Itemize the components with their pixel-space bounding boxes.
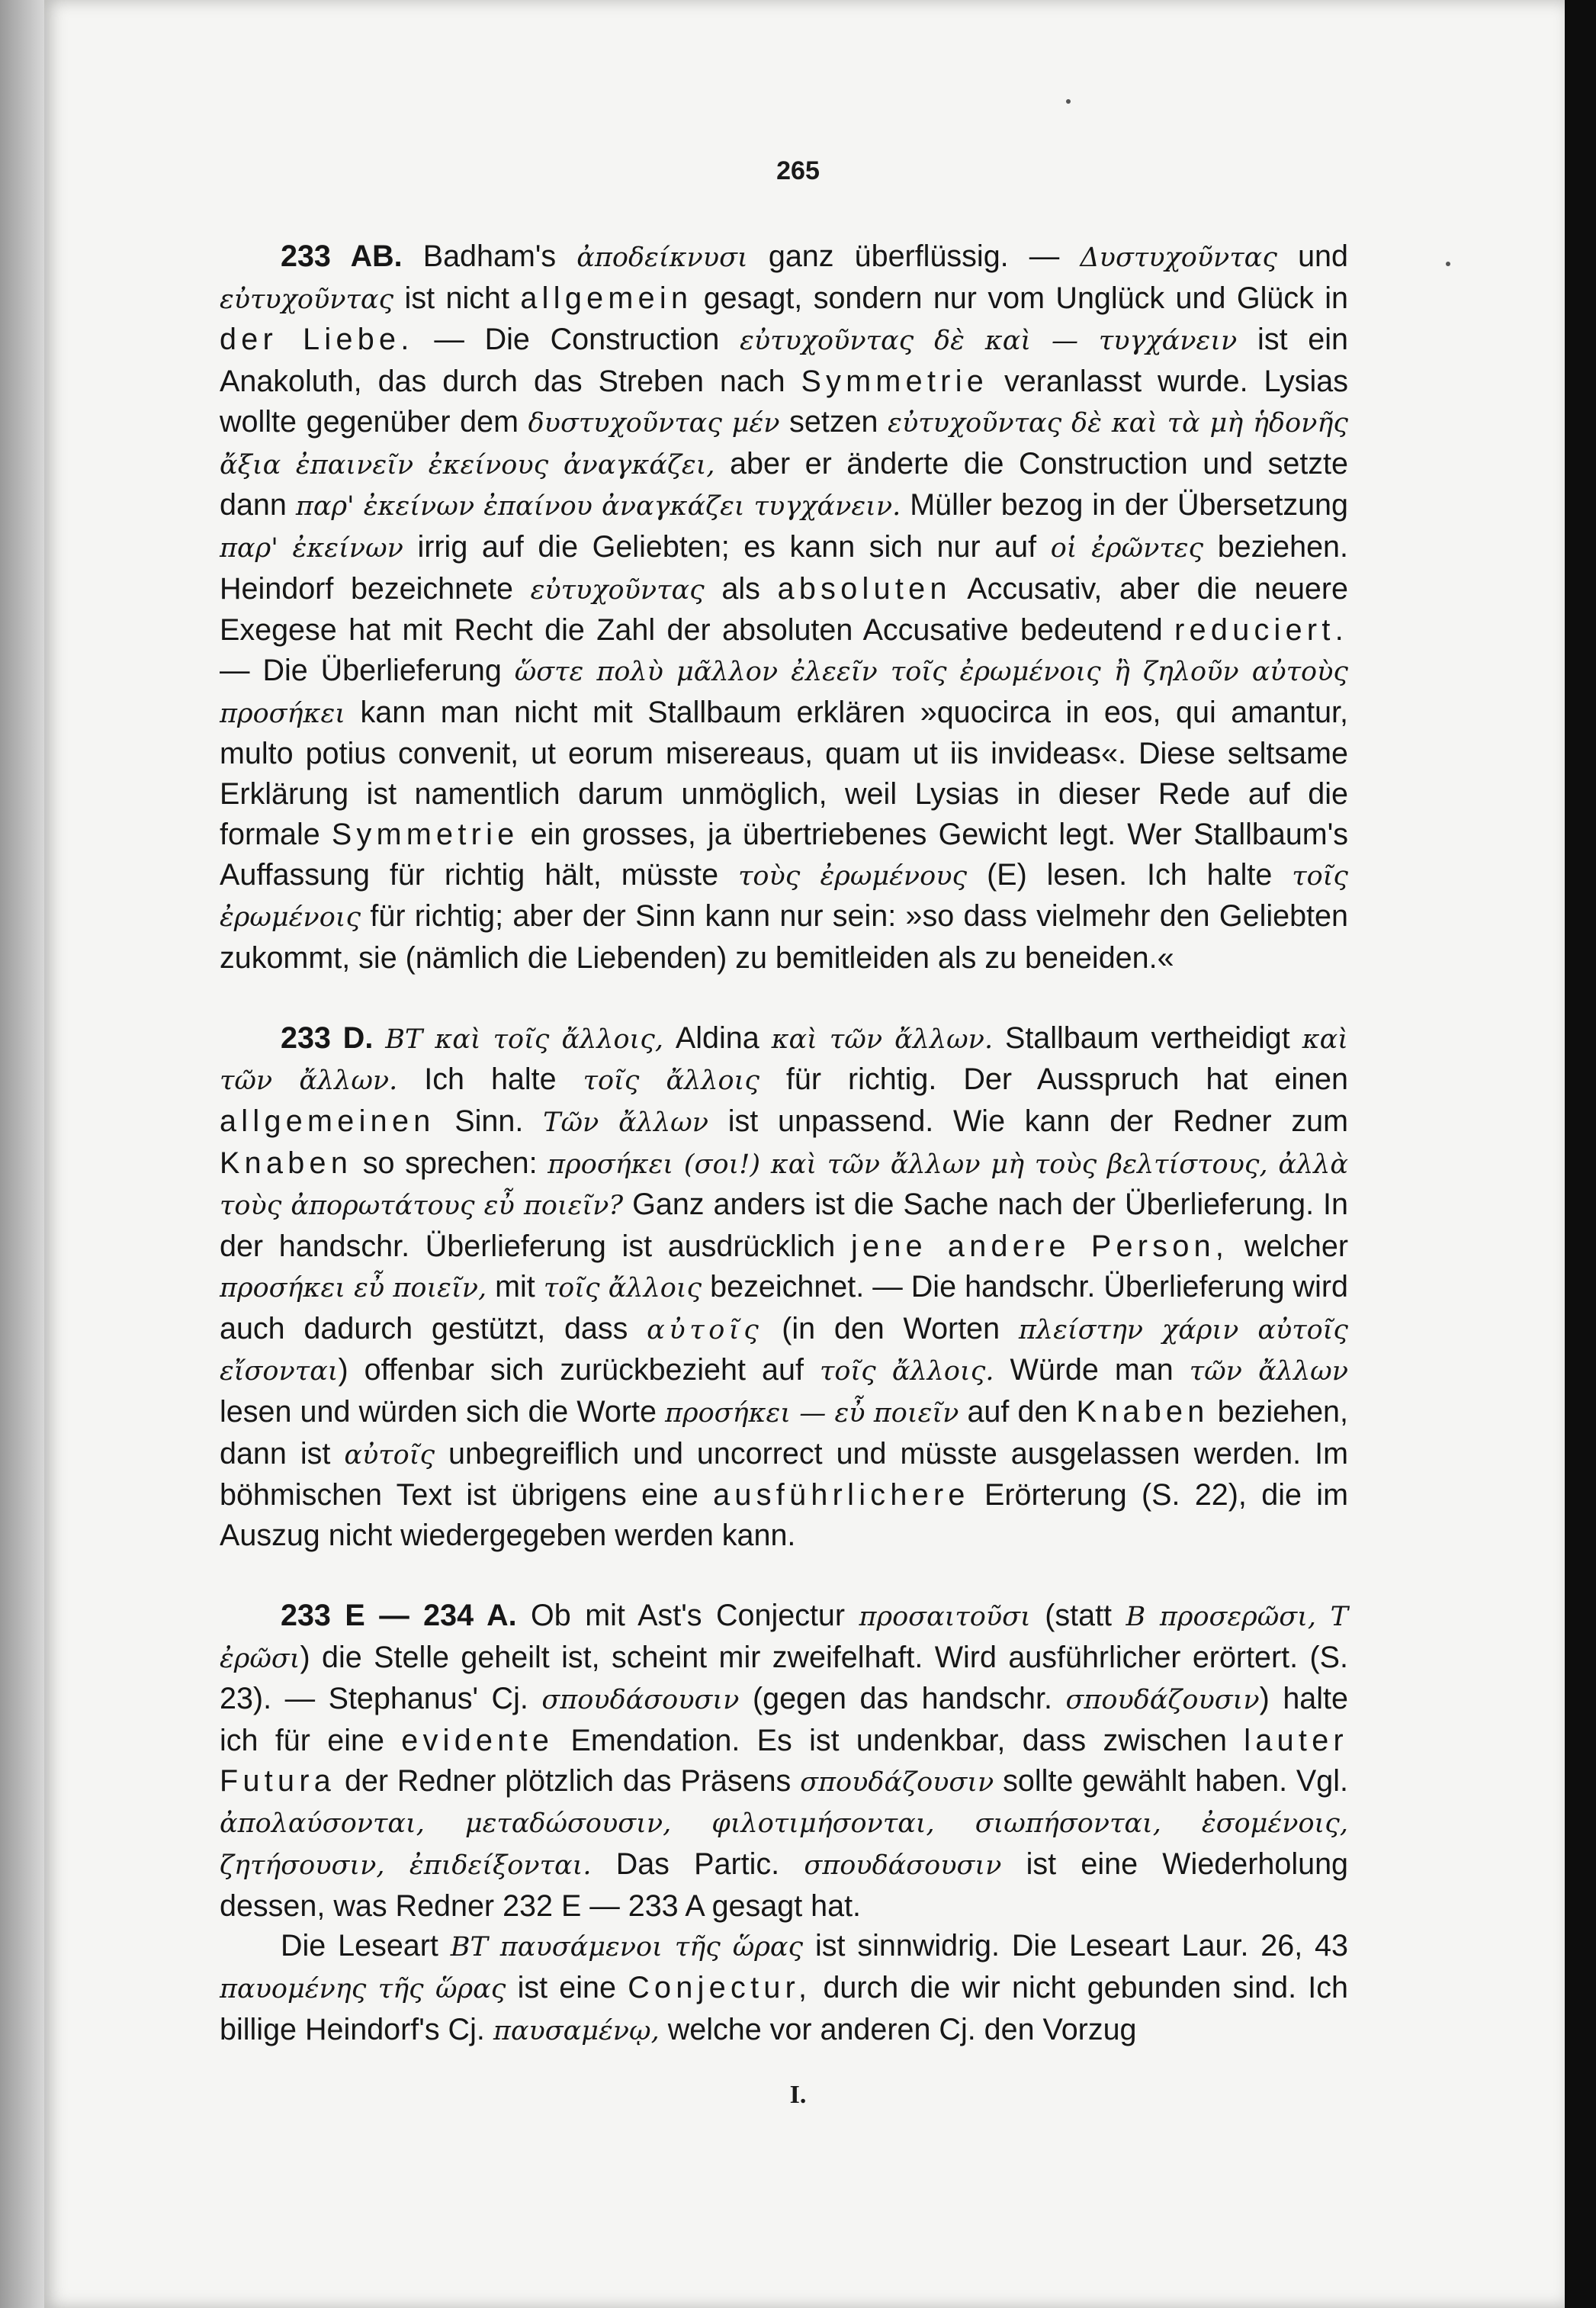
text: Badham's xyxy=(402,239,577,273)
spaced-emphasis: Conjectur, xyxy=(628,1971,812,2005)
text: — Die Construction xyxy=(413,323,740,357)
text: für richtig; aber der Sinn kann nur sein: »so dass vielmehr den Geliebten zukommt, sie (nämlich die Liebenden) zu bemitleiden als zu beneiden.« xyxy=(220,899,1348,975)
paragraph-233-ab xyxy=(220,236,1348,979)
paragraph-233-d xyxy=(220,1018,1348,1556)
text: Stallbaum vertheidigt xyxy=(993,1021,1302,1055)
greek-text: τῶν ἄλλων xyxy=(1189,1356,1348,1387)
greek-text: παρ' ἐκείνων ἐπαίνου ἀναγκάζει τυγχάνειν. xyxy=(295,491,901,522)
greek-text: σπουδάζουσιν xyxy=(1065,1685,1260,1716)
text: setzen xyxy=(779,404,888,439)
scan-speck xyxy=(1066,99,1071,104)
greek-text: παυσαμένῳ, xyxy=(493,2015,660,2046)
text: Die Leseart xyxy=(281,1929,451,1963)
text: ist ein Anakoluth, das durch das Streben nach xyxy=(220,323,1348,399)
text: ist nicht xyxy=(393,281,521,315)
text: lesen und würden sich die Worte xyxy=(220,1394,666,1429)
text: gesagt, sondern nur vom Unglück und Glück in xyxy=(692,281,1348,315)
text: Aldina xyxy=(663,1021,772,1055)
section-label: 233 D. xyxy=(281,1021,374,1055)
greek-text: σπουδάσουσιν xyxy=(541,1685,740,1716)
text: auf den xyxy=(959,1394,1077,1429)
greek-text: ἀπολαύσονται, μεταδώσουσιν, φιλοτιμήσονται, σιωπήσονται, ἐσομένοις, ζητήσουσιν, ἐπιδείξονται. xyxy=(220,1808,1348,1882)
scan-speck xyxy=(1446,262,1450,266)
text: (statt xyxy=(1030,1598,1126,1632)
section-label: 233 AB. xyxy=(281,239,403,273)
page-body xyxy=(220,236,1348,2052)
text: Würde man xyxy=(994,1353,1190,1387)
greek-text: BT παυσάμενοι τῆς ὥρας xyxy=(450,1932,804,1963)
text: und xyxy=(1276,239,1348,273)
page-number: 265 xyxy=(776,156,820,185)
text xyxy=(373,1021,385,1055)
spaced-emphasis: Knaben xyxy=(1076,1394,1209,1429)
spaced-emphasis: allgemein xyxy=(520,281,693,315)
spaced-emphasis: absoluten xyxy=(777,571,952,606)
greek-text: προσήκει εὖ ποιεῖν, xyxy=(220,1272,487,1303)
text: aber er änderte die Construction und setzte dann xyxy=(220,446,1348,522)
text: als xyxy=(704,571,778,606)
text: veranlasst wurde. Lysias wollte gegenüber dem xyxy=(220,365,1348,439)
greek-text: παυομένης τῆς ὥρας xyxy=(220,1974,506,2005)
greek-text: B προσερῶσι, T ἐρῶσι xyxy=(220,1601,1349,1674)
greek-text: τοὺς ἐρωμένους xyxy=(738,860,968,892)
spaced-emphasis: jene andere Person, xyxy=(850,1230,1229,1264)
scan-right-border xyxy=(1565,0,1596,2308)
greek-text: καὶ τῶν ἄλλων. xyxy=(220,1024,1348,1097)
text: kann man nicht mit Stallbaum erklären »quocirca in eos, qui amantur, multo potius convenit, ut eorum misereaus, quam ut iis invideas«. Diese seltsame Erklärung ist namentlich darum unmöglich, weil Lysias in dieser Rede auf die formale xyxy=(220,695,1348,851)
text: mit xyxy=(487,1269,544,1303)
text: unbegreiflich und uncorrect und müsste ausgelassen werden. Im böhmischen Text ist übrigens eine xyxy=(220,1436,1348,1512)
greek-text: ἀποδείκνυσι xyxy=(576,243,748,273)
greek-text: προσήκει (σοι!) καὶ τῶν ἄλλων μὴ τοὺς βελτίστους, ἀλλὰ τοὺς ἀπορωτάτους εὖ ποιεῖν? xyxy=(220,1149,1348,1222)
text: Ob mit Ast's Conjectur xyxy=(516,1598,859,1632)
greek-text: τοῖς ἐρωμένοις xyxy=(220,860,1348,934)
text: Sinn. xyxy=(435,1104,544,1139)
greek-text: καὶ τῶν ἄλλων. xyxy=(771,1024,994,1055)
spaced-emphasis: Symmetrie xyxy=(801,365,989,399)
greek-text: Τῶν ἄλλων xyxy=(543,1107,708,1139)
text: ein grosses, ja übertriebenes Gewicht legt. Wer Stallbaum's Auffassung für richtig hält, müsste xyxy=(220,817,1349,892)
section-label: 233 E — 234 A. xyxy=(281,1598,517,1632)
greek-text: σπουδάζουσιν xyxy=(800,1766,994,1798)
text: (gegen das handschr. xyxy=(739,1682,1066,1716)
spaced-emphasis: Symmetrie xyxy=(331,817,519,851)
text: (E) lesen. Ich halte xyxy=(967,857,1293,892)
greek-text: εὐτυχοῦντας δὲ καὶ τὰ μὴ ἡδονῆς ἄξια ἐπαινεῖν ἐκείνους ἀναγκάζει, xyxy=(220,407,1349,481)
text: welcher xyxy=(1228,1230,1348,1264)
paragraph-233-e-234-a xyxy=(220,1596,1348,1927)
spaced-emphasis: lauter Futura xyxy=(220,1723,1348,1798)
spaced-emphasis: Knaben xyxy=(220,1146,353,1180)
greek-text: παρ' ἐκείνων xyxy=(220,532,403,564)
greek-text: δυστυχοῦντας μέν xyxy=(528,407,780,439)
text: (in den Worten xyxy=(763,1311,1019,1345)
text: bezeichnet. — Die handschr. Überlieferung wird auch dadurch gestützt, dass xyxy=(220,1269,1348,1345)
text: ist eine xyxy=(506,1971,628,2005)
greek-text: τοῖς ἄλλοις xyxy=(583,1066,759,1097)
spaced-emphasis: evidente xyxy=(401,1723,554,1757)
greek-text: τοῖς ἄλλοις. xyxy=(819,1356,994,1387)
scan-left-margin xyxy=(0,0,44,2308)
text: beziehen. Heindorf bezeichnete xyxy=(220,529,1348,606)
paragraph-leseart xyxy=(220,1926,1348,2051)
spaced-emphasis: ausführlichere xyxy=(713,1478,970,1512)
text: Emendation. Es ist undenkbar, dass zwischen xyxy=(554,1723,1244,1757)
text: ganz überflüssig. — xyxy=(747,239,1081,273)
spaced-emphasis: allgemeinen xyxy=(220,1104,435,1139)
greek-text: προσαιτοῦσι xyxy=(859,1601,1031,1632)
text: ) offenbar sich zurückbezieht auf xyxy=(338,1353,820,1387)
greek-text: πλείστην χάριν αὐτοῖς εἴσονται xyxy=(220,1314,1348,1387)
greek-text: τοῖς ἄλλοις xyxy=(543,1272,702,1303)
text: Ich halte xyxy=(397,1062,583,1097)
greek-text: εὐτυχοῦντας δὲ καὶ — τυγχάνειν xyxy=(740,326,1238,357)
text: ) die Stelle geheilt ist, scheint mir zweifelhaft. Wird ausführlicher erörtert. (S. 23). — Stephanus' Cj. xyxy=(220,1640,1348,1716)
text: sollte gewählt haben. Vgl. xyxy=(994,1763,1348,1798)
greek-text: BT καὶ τοῖς ἄλλοις, xyxy=(385,1024,663,1055)
greek-text: αὐτοῖς xyxy=(647,1314,763,1345)
text: welche vor anderen Cj. den Vorzug xyxy=(659,2012,1137,2046)
text: ) halte ich für eine xyxy=(220,1682,1348,1757)
text: ist unpassend. Wie kann der Redner zum xyxy=(708,1104,1348,1139)
text: durch die wir nicht gebunden sind. Ich billige Heindorf's Cj. xyxy=(220,1971,1348,2046)
text: beziehen, dann ist xyxy=(220,1394,1348,1471)
text: Müller bezog in der Übersetzung xyxy=(901,488,1348,522)
greek-text: σπουδάσουσιν xyxy=(804,1850,1002,1882)
greek-text: εὐτυχοῦντας xyxy=(530,574,705,606)
text: Das Partic. xyxy=(591,1847,804,1882)
signature-mark: I. xyxy=(789,2081,807,2109)
spaced-emphasis: der Liebe. xyxy=(220,323,414,357)
greek-text: εὐτυχοῦντας xyxy=(220,284,394,315)
text: für richtig. Der Ausspruch hat einen xyxy=(759,1062,1348,1097)
greek-text: οἱ ἐρῶντες xyxy=(1050,532,1204,564)
text: der Redner plötzlich das Präsens xyxy=(336,1763,801,1798)
spaced-emphasis: reduciert. xyxy=(1174,613,1348,648)
greek-text: προσήκει — εὖ ποιεῖν xyxy=(665,1397,959,1429)
text: irrig auf die Geliebten; es kann sich nur auf xyxy=(403,529,1051,564)
text: ist sinnwidrig. Die Leseart Laur. 26, 43 xyxy=(803,1929,1348,1963)
text: — Die Überlieferung xyxy=(220,654,515,688)
greek-text: ὥστε πολὺ μᾶλλον ἐλεεῖν τοῖς ἐρωμένοις ἢ ζηλοῦν αὐτοὺς προσήκει xyxy=(220,657,1349,729)
greek-text: αὐτοῖς xyxy=(344,1439,435,1471)
text: Ganz anders ist die Sache nach der Überlieferung. In der handschr. Überlieferung ist ausdrücklich xyxy=(220,1188,1348,1264)
text: Accusativ, aber die neuere Exegese hat mit Recht die Zahl der absoluten Accusative bedeutend xyxy=(220,571,1349,648)
greek-text: Δυστυχοῦντας xyxy=(1080,243,1277,273)
text: Erörterung (S. 22), die im Auszug nicht wiedergegeben werden kann. xyxy=(220,1478,1348,1553)
text: so sprechen: xyxy=(352,1146,548,1180)
text: ist eine Wiederholung dessen, was Redner 232 E — 233 A gesagt hat. xyxy=(220,1847,1348,1923)
